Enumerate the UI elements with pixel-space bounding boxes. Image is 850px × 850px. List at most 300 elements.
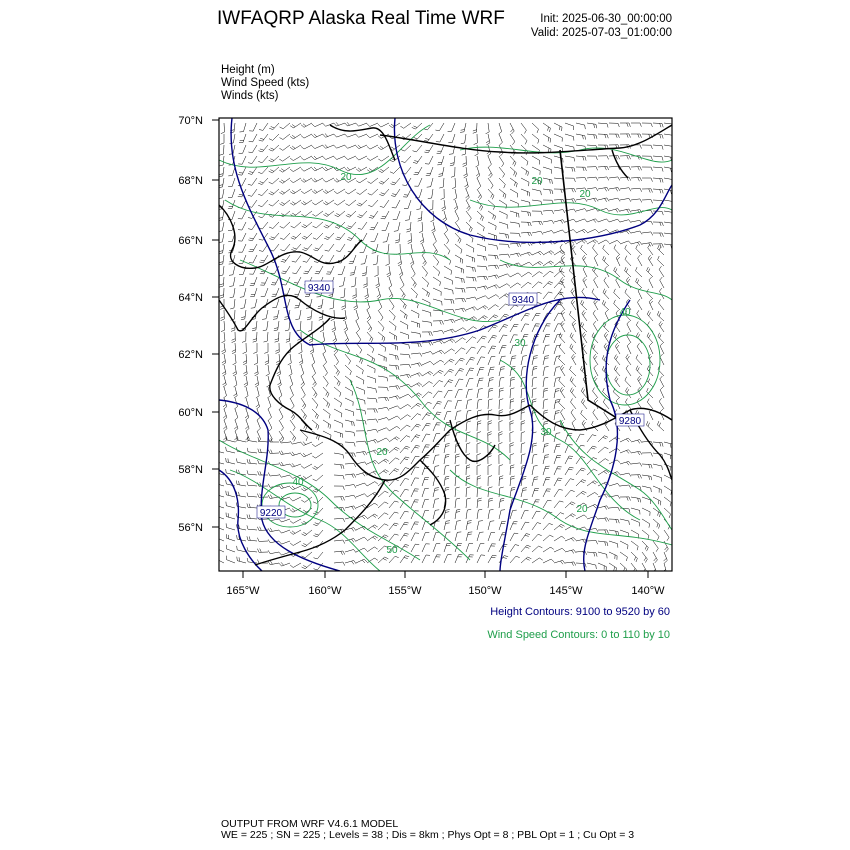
wind-barb-flag xyxy=(231,328,235,329)
wind-barb-flag xyxy=(640,199,642,203)
wind-barb-flag xyxy=(545,366,549,367)
wind-barb-flag xyxy=(544,390,548,391)
wind-barb xyxy=(367,354,375,359)
wind-barb-flag xyxy=(660,501,661,505)
wind-barb xyxy=(570,347,576,354)
wind-barb xyxy=(664,530,669,537)
wind-barb-flag xyxy=(281,261,285,262)
wind-barb-flag xyxy=(673,234,674,238)
wind-barb xyxy=(477,211,484,217)
wind-barb xyxy=(466,532,468,541)
wind-barb-flag xyxy=(616,367,618,371)
wind-barb xyxy=(554,313,558,321)
wind-barb xyxy=(378,332,385,338)
wind-barb-flag xyxy=(247,459,248,463)
wind-barb xyxy=(267,332,268,341)
wind-barb xyxy=(285,266,290,274)
wind-barb xyxy=(581,326,587,332)
wind-barb-flag xyxy=(378,136,381,139)
wind-barb-flag xyxy=(561,389,563,392)
wind-barb xyxy=(455,338,462,343)
wind-barb-flag xyxy=(302,249,306,250)
wind-barb xyxy=(301,420,307,427)
wind-barb xyxy=(598,240,606,244)
wind-barb xyxy=(565,502,572,508)
wind-speed-label: 20 xyxy=(579,189,591,200)
wind-barb xyxy=(638,291,642,299)
wind-barb-flag xyxy=(469,218,471,221)
wind-barb xyxy=(422,522,425,531)
wind-barb-flag xyxy=(257,418,260,421)
wind-barb xyxy=(615,380,620,387)
wind-barb-flag xyxy=(385,557,389,559)
wind-barb xyxy=(554,367,556,376)
wind-barb xyxy=(466,488,467,497)
wind-barb-flag xyxy=(604,471,607,473)
wind-barb-flag xyxy=(367,158,370,161)
wind-barb xyxy=(362,222,367,229)
wind-barb-flag xyxy=(614,289,616,293)
wind-barb xyxy=(587,446,593,453)
wind-barb-flag xyxy=(244,374,247,376)
wind-barb-flag xyxy=(513,161,515,165)
lat-label: 66°N xyxy=(178,235,203,247)
wind-barb xyxy=(657,425,664,431)
wind-barb-flag xyxy=(556,399,560,400)
wind-barb xyxy=(499,254,508,255)
wind-barb-flag xyxy=(593,458,597,460)
wind-barb-flag xyxy=(395,438,398,440)
wind-barb-flag xyxy=(649,464,650,468)
wind-barb-flag xyxy=(544,399,548,400)
wind-barb-flag xyxy=(474,143,478,145)
wind-barb xyxy=(223,244,224,253)
wind-barb-flag xyxy=(238,219,242,220)
wind-barb xyxy=(312,420,319,426)
wind-barb xyxy=(242,211,246,219)
wind-barb xyxy=(389,365,398,366)
wind-barb xyxy=(642,508,650,512)
wind-barb xyxy=(609,188,618,190)
wind-barb-flag xyxy=(572,334,574,338)
wind-barb-flag xyxy=(220,286,224,287)
wind-barb-flag xyxy=(464,308,466,311)
wind-barb-flag xyxy=(660,376,663,379)
wind-barb xyxy=(620,198,629,200)
wind-barb xyxy=(466,521,468,530)
wind-barb xyxy=(532,282,539,288)
wind-barb-flag xyxy=(645,559,647,562)
wind-barb-flag xyxy=(386,264,390,266)
wind-barb-flag xyxy=(537,523,541,524)
wind-barb-flag xyxy=(511,490,515,491)
wind-barb-flag xyxy=(262,319,266,320)
wind-barb xyxy=(510,378,511,387)
wind-barb-flag xyxy=(257,494,259,498)
wind-barb-flag xyxy=(389,286,392,289)
wind-barb-flag xyxy=(596,167,598,171)
wind-barb-flag xyxy=(560,501,564,502)
wind-barb xyxy=(396,200,400,208)
wind-barb-flag xyxy=(323,145,326,148)
wind-barb xyxy=(554,467,558,475)
wind-barb-flag xyxy=(451,300,452,304)
wind-barb xyxy=(620,519,629,521)
wind-barb-flag xyxy=(312,135,315,138)
wind-barb-flag xyxy=(303,442,306,445)
wind-barb-flag xyxy=(626,231,629,234)
wind-barb xyxy=(215,484,224,487)
wind-barb-flag xyxy=(493,316,497,318)
wind-barb-flag xyxy=(314,466,318,468)
wind-barb xyxy=(444,555,448,563)
wind-barb-flag xyxy=(378,147,381,150)
wind-barb xyxy=(337,156,345,160)
wind-barb-flag xyxy=(431,220,435,222)
wind-barb-flag xyxy=(445,457,449,458)
wind-barb xyxy=(532,367,533,376)
wind-barb xyxy=(569,271,576,277)
wind-barb-flag xyxy=(528,282,532,284)
wind-barb-flag xyxy=(365,411,366,415)
wind-barb-flag xyxy=(574,178,575,182)
wind-barb-flag xyxy=(503,326,507,327)
wind-barb xyxy=(283,167,290,172)
wind-barb-flag xyxy=(439,351,442,354)
wind-barb-flag xyxy=(570,377,572,381)
wind-barb-flag xyxy=(660,343,663,346)
wind-barb xyxy=(510,522,514,530)
wind-barb-flag xyxy=(484,276,486,280)
wind-barb-flag xyxy=(319,319,323,320)
wind-barb-flag xyxy=(233,363,237,365)
wind-barb-flag xyxy=(425,139,429,140)
wind-barb-flag xyxy=(593,241,596,244)
wind-barb xyxy=(614,293,620,299)
wind-barb xyxy=(598,177,607,178)
wind-barb-flag xyxy=(281,169,284,171)
wind-barb xyxy=(224,145,225,154)
wind-barb-flag xyxy=(636,355,638,359)
wind-barb xyxy=(532,272,539,277)
wind-barb-flag xyxy=(341,413,342,417)
wind-barb-flag xyxy=(510,432,514,434)
wind-barb-flag xyxy=(258,161,262,162)
wind-barb-flag xyxy=(418,220,422,221)
wind-barb xyxy=(422,277,429,283)
wind-barb-flag xyxy=(634,557,636,561)
wind-barb xyxy=(499,304,506,310)
wind-barb-flag xyxy=(405,511,409,512)
wind-barb xyxy=(235,409,238,418)
wind-barb xyxy=(477,346,482,354)
wind-barb-flag xyxy=(629,230,632,233)
wind-barb xyxy=(422,255,426,263)
wind-barb-flag xyxy=(247,504,248,508)
wind-barb xyxy=(581,249,587,255)
wind-barb xyxy=(649,346,653,354)
wind-barb-flag xyxy=(474,307,477,310)
wind-barb-flag xyxy=(312,203,315,205)
wind-barb-flag xyxy=(584,229,587,232)
wind-barb xyxy=(283,178,290,183)
wind-barb-flag xyxy=(499,421,503,423)
wind-barb xyxy=(422,478,425,487)
lat-label: 56°N xyxy=(178,522,203,534)
wind-barb-flag xyxy=(629,473,631,476)
wind-barb-flag xyxy=(648,269,650,273)
wind-barb-flag xyxy=(413,151,417,152)
wind-barb xyxy=(543,512,548,519)
wind-barb-flag xyxy=(673,180,674,184)
wind-barb-flag xyxy=(464,176,468,178)
wind-barb xyxy=(410,222,411,231)
wind-barb-flag xyxy=(514,324,518,325)
wind-barb-flag xyxy=(335,227,339,229)
wind-barb xyxy=(356,376,364,380)
wind-barb-flag xyxy=(405,545,409,546)
wind-barb-flag xyxy=(315,394,317,397)
wind-barb xyxy=(452,123,455,131)
wind-barb xyxy=(560,303,565,310)
wind-barb-flag xyxy=(435,490,439,491)
wind-barb xyxy=(653,145,662,146)
wind-barb-flag xyxy=(489,388,493,389)
wind-barb xyxy=(444,455,446,464)
wind-barb-flag xyxy=(395,501,399,502)
wind-barb-flag xyxy=(479,205,481,208)
wind-barb-flag xyxy=(583,422,585,425)
wind-barb-flag xyxy=(312,157,315,160)
wind-barb-flag xyxy=(525,522,529,523)
wind-barb xyxy=(543,178,552,180)
wind-barb-flag xyxy=(407,375,409,378)
wind-barb xyxy=(499,211,507,215)
wind-barb-flag xyxy=(301,374,304,377)
wind-barb-flag xyxy=(240,297,244,298)
wind-barb-flag xyxy=(336,370,338,373)
wind-barb-flag xyxy=(637,299,640,302)
wind-barb xyxy=(433,330,442,332)
wind-barb-flag xyxy=(511,377,515,378)
wind-barb xyxy=(477,488,478,497)
wind-barb xyxy=(411,233,412,242)
wind-barb-flag xyxy=(477,454,481,456)
wind-barb-flag xyxy=(396,447,400,449)
wind-barb xyxy=(653,178,662,179)
wind-barb-flag xyxy=(449,361,453,363)
wind-barb-flag xyxy=(636,322,638,326)
wind-barb-flag xyxy=(648,244,650,247)
wind-barb-flag xyxy=(352,422,353,426)
wind-barb xyxy=(248,474,257,475)
wind-barb xyxy=(294,123,302,128)
wind-barb-flag xyxy=(544,377,548,378)
wind-barb-flag xyxy=(292,509,295,512)
wind-barb-flag xyxy=(404,448,408,449)
wind-barb-flag xyxy=(538,140,539,144)
wind-barb xyxy=(290,354,291,363)
wind-barb xyxy=(433,455,435,464)
wind-barb-flag xyxy=(274,328,278,329)
wind-barb xyxy=(444,359,451,365)
wind-barb xyxy=(433,477,435,486)
wind-barb-flag xyxy=(638,475,640,479)
wind-barb-flag xyxy=(475,297,477,300)
wind-barb-flag xyxy=(219,174,223,175)
wind-barb xyxy=(433,391,439,398)
wind-barb-flag xyxy=(569,469,573,470)
wind-barb-flag xyxy=(550,535,554,537)
wind-barb-flag xyxy=(382,216,386,217)
wind-barb xyxy=(278,332,279,341)
wind-barb-flag xyxy=(414,161,418,162)
wind-barb-flag xyxy=(473,327,476,329)
wind-barb xyxy=(422,423,427,431)
wind-barb-flag xyxy=(497,265,499,269)
wind-speed-label: 20 xyxy=(531,176,543,187)
wind-barb-flag xyxy=(550,271,554,273)
wind-barb xyxy=(315,189,323,194)
wind-barb-flag xyxy=(276,361,280,363)
wind-barb-flag xyxy=(343,562,345,566)
wind-barb xyxy=(356,420,365,421)
wind-barb-flag xyxy=(585,219,588,222)
wind-barb xyxy=(593,313,598,321)
wind-barb xyxy=(488,544,492,552)
wind-barb-flag xyxy=(593,346,595,350)
wind-barb xyxy=(326,189,334,194)
wind-barb-flag xyxy=(275,350,279,352)
wind-barb-flag xyxy=(504,184,506,188)
wind-barb xyxy=(262,167,268,174)
wind-barb xyxy=(289,321,290,330)
wind-barb-flag xyxy=(646,421,648,425)
wind-barb xyxy=(602,304,609,310)
wind-barb xyxy=(323,332,325,341)
wind-barb-flag xyxy=(457,411,461,412)
wind-barb-flag xyxy=(654,558,657,561)
wind-barb-flag xyxy=(659,321,661,324)
wind-barb-flag xyxy=(585,167,586,171)
wind-barb xyxy=(466,287,475,288)
wind-barb-flag xyxy=(313,226,317,228)
wind-barb-flag xyxy=(325,213,329,215)
wind-barb xyxy=(345,442,354,443)
wind-barb-flag xyxy=(490,509,494,510)
wind-barb-flag xyxy=(563,560,566,563)
wind-barb xyxy=(237,561,246,563)
wind-barb xyxy=(411,511,415,519)
wind-barb xyxy=(304,189,312,194)
wind-barb xyxy=(348,156,356,160)
wind-barb xyxy=(279,409,283,417)
wind-barb xyxy=(400,489,405,497)
wind-barb-flag xyxy=(604,332,606,335)
wind-barb xyxy=(477,316,484,321)
wind-barb xyxy=(367,536,374,541)
wind-barb-flag xyxy=(302,226,306,228)
wind-barb-flag xyxy=(614,567,615,571)
wind-barb xyxy=(576,209,585,211)
wind-barb-flag xyxy=(326,383,328,386)
wind-barb-flag xyxy=(396,337,397,341)
wind-barb-flag xyxy=(315,534,319,535)
wind-barb xyxy=(587,528,596,530)
wind-barb-flag xyxy=(269,160,273,162)
wind-barb-flag xyxy=(605,506,607,509)
wind-barb-flag xyxy=(268,539,270,542)
wind-barb-flag xyxy=(257,527,259,531)
wind-barb-flag xyxy=(362,560,365,563)
wind-barb xyxy=(532,466,534,475)
wind-barb xyxy=(647,293,653,300)
wind-barb xyxy=(572,357,577,365)
wind-barb-flag xyxy=(249,251,253,252)
wind-barb-flag xyxy=(219,165,223,166)
wind-barb-flag xyxy=(376,419,378,423)
wind-barb xyxy=(653,497,661,501)
wind-barb-flag xyxy=(570,503,574,505)
wind-barb xyxy=(223,167,224,176)
wind-barb-flag xyxy=(241,319,245,320)
wind-barb-flag xyxy=(368,193,372,195)
wind-barb xyxy=(237,485,246,487)
wind-barb xyxy=(565,467,570,475)
wind-barb-flag xyxy=(290,510,293,513)
wind-barb xyxy=(338,211,345,217)
wind-barb-flag xyxy=(585,157,586,161)
wind-barb-flag xyxy=(618,177,620,181)
wind-barb xyxy=(455,390,459,398)
wind-barb-flag xyxy=(516,556,520,557)
wind-barb-flag xyxy=(656,548,658,551)
wind-barb xyxy=(419,189,422,198)
wind-barb-flag xyxy=(247,547,248,551)
wind-barb xyxy=(252,189,257,196)
wind-barb-flag xyxy=(237,524,238,528)
wind-barb-flag xyxy=(303,532,307,534)
wind-barb-flag xyxy=(468,400,472,401)
wind-barb xyxy=(254,277,257,285)
wind-barb xyxy=(422,392,429,398)
wind-barb-flag xyxy=(315,414,317,418)
wind-barb xyxy=(433,434,436,442)
wind-barb-flag xyxy=(354,495,356,498)
wind-barb-flag xyxy=(593,220,596,223)
wind-barb-flag xyxy=(457,521,461,522)
wind-barb-flag xyxy=(374,514,377,516)
wind-barb-flag xyxy=(559,489,563,490)
wind-barb-flag xyxy=(354,306,357,308)
wind-barb xyxy=(631,199,640,200)
wind-barb xyxy=(466,211,471,218)
wind-barb-flag xyxy=(581,481,585,483)
wind-barb-flag xyxy=(669,514,671,518)
wind-barb xyxy=(378,438,386,442)
wind-barb-flag xyxy=(306,437,308,441)
map-title: IWFAQRP Alaska Real Time WRF xyxy=(217,8,505,29)
wind-barb xyxy=(356,310,359,319)
wind-barb xyxy=(316,464,323,470)
wind-barb-flag xyxy=(295,319,299,320)
wind-barb xyxy=(499,499,500,508)
wind-barb xyxy=(510,545,515,552)
wind-barb xyxy=(334,321,336,330)
wind-barb xyxy=(631,508,640,510)
wind-barb-flag xyxy=(385,470,388,472)
wind-barb-flag xyxy=(480,216,482,220)
